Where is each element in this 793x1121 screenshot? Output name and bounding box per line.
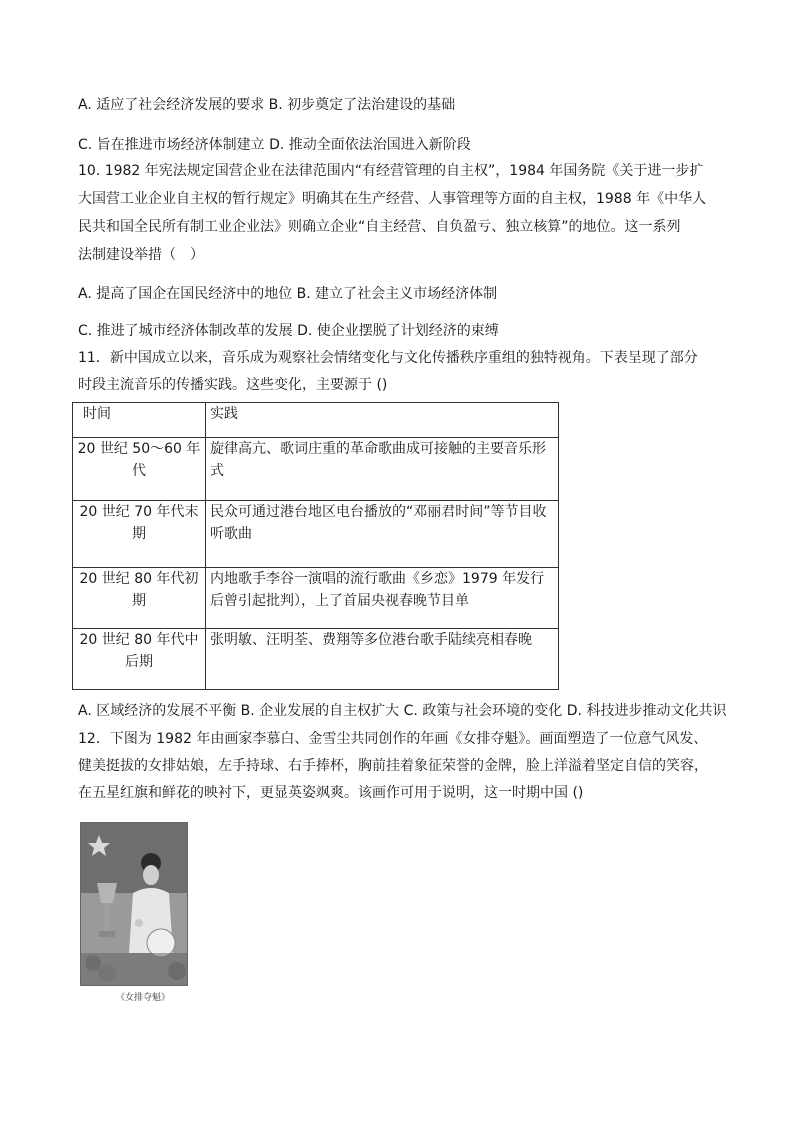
- table-cell-time: 20 世纪 50～60 年代: [73, 438, 206, 501]
- q10-option-cd: C. 推进了城市经济体制改革的发展 D. 使企业摆脱了计划经济的束缚: [78, 323, 499, 339]
- table-header-time: 时间: [73, 403, 206, 438]
- q10-option-ab: A. 提高了国企在国民经济中的地位 B. 建立了社会主义市场经济体制: [78, 286, 498, 302]
- q10-stem-line4: 法制建设举措（ ）: [78, 247, 204, 263]
- q11-stem-line2: 时段主流音乐的传播实践。这些变化，主要源于 (): [78, 377, 388, 393]
- music-practice-table: [72, 402, 559, 690]
- q10-stem-line1: 10. 1982 年宪法规定国营企业在法律范围内“有经营管理的自主权”，1984 年国务院《关于进一步扩: [78, 163, 704, 179]
- table-row: [73, 568, 559, 629]
- table-row: [73, 501, 559, 568]
- q12-stem-line3: 在五星红旗和鲜花的映衬下，更显英姿飒爽。该画作可用于说明，这一时期中国 (): [78, 785, 584, 801]
- q12-stem-line2: 健美挺拔的女排姑娘，左手持球、右手捧杯，胸前挂着象征荣誉的金牌，脸上洋溢着坚定自信的笑容，: [78, 758, 708, 774]
- table-cell-time: 20 世纪 80 年代中后期: [73, 629, 206, 690]
- table-header-row: [73, 403, 559, 438]
- table-cell-practice: 张明敏、汪明荃、费翔等多位港台歌手陆续亮相春晚: [206, 629, 559, 690]
- q11-stem-line1: 11．新中国成立以来，音乐成为观察社会情绪变化与文化传播秩序重组的独特视角。下表呈现了部分: [78, 350, 698, 366]
- table-row: [73, 438, 559, 501]
- q12-stem-line1: 12．下图为 1982 年由画家李慕白、金雪尘共同创作的年画《女排夺魁》。画面塑造了一位意气风发、: [78, 731, 708, 747]
- medal-icon: [135, 919, 143, 927]
- table-cell-time: 20 世纪 70 年代末期: [73, 501, 206, 568]
- volleyball-icon: [147, 929, 175, 957]
- image-caption: 《女排夺魁》: [116, 993, 171, 1003]
- q9-option-cd: C. 旨在推进市场经济体制建立 D. 推动全面依法治国进入新阶段: [78, 137, 471, 153]
- painting-illustration: [81, 823, 187, 985]
- q10-stem-line3: 民共和国全民所有制工业企业法》则确立企业“自主经营、自负盈亏、独立核算”的地位。这一系列: [78, 219, 681, 235]
- table-cell-practice: 内地歌手李谷一演唱的流行歌曲《乡恋》1979 年发行后曾引起批判），上了首届央视春晚节目单: [206, 568, 559, 629]
- table-header-practice: 实践: [206, 403, 559, 438]
- table-cell-practice: 民众可通过港台地区电台播放的“邓丽君时间”等节目收听歌曲: [206, 501, 559, 568]
- table-row: [73, 629, 559, 690]
- volleyball-painting-image: [80, 822, 188, 986]
- table-cell-practice: 旋律高亢、歌词庄重的革命歌曲成可接触的主要音乐形式: [206, 438, 559, 501]
- q10-stem-line2: 大国营工业企业自主权的暂行规定》明确其在生产经营、人事管理等方面的自主权，1988 年《中华人: [78, 191, 707, 207]
- q9-option-ab: A. 适应了社会经济发展的要求 B. 初步奠定了法治建设的基础: [78, 97, 456, 113]
- table-cell-time: 20 世纪 80 年代初期: [73, 568, 206, 629]
- q11-options: A. 区域经济的发展不平衡 B. 企业发展的自主权扩大 C. 政策与社会环境的变化 D. 科技进步推动文化共识: [78, 703, 727, 719]
